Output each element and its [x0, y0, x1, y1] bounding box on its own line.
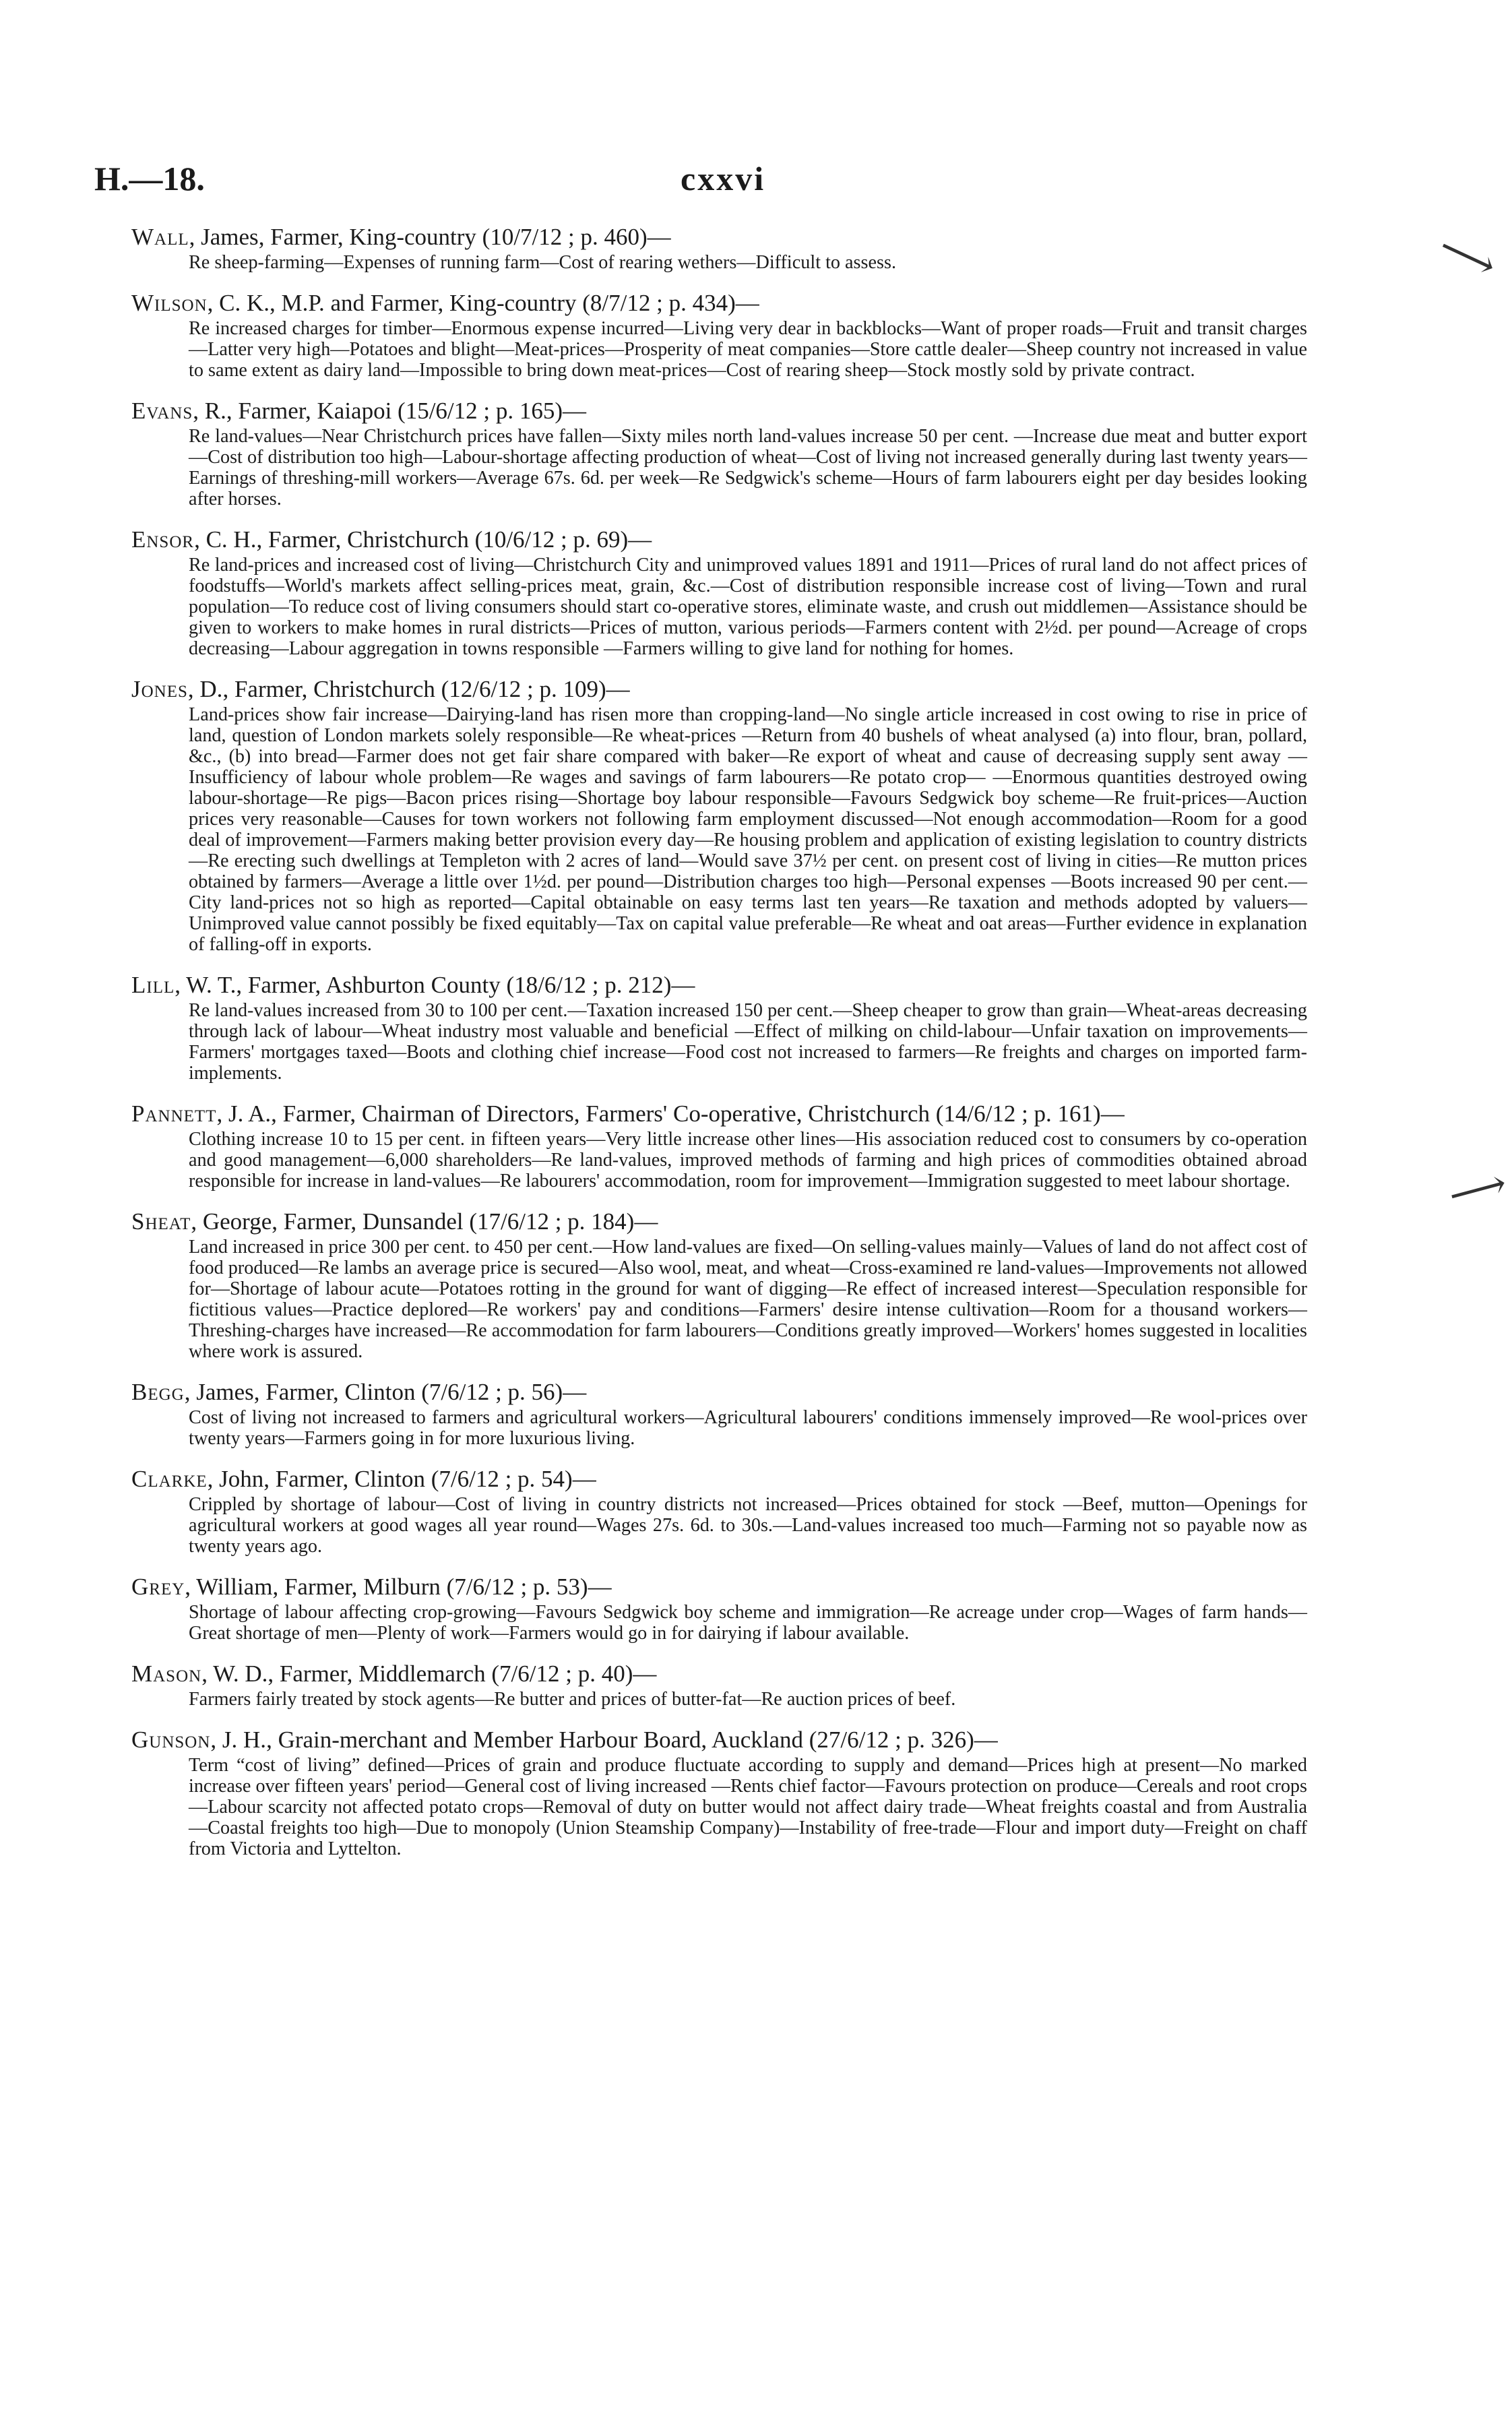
margin-mark-icon: ⟶ [1432, 223, 1503, 289]
witness-details: , M.P. and Farmer, King-country (8/7/12 ; p. 434)— [270, 290, 759, 316]
witness-surname: Begg [131, 1379, 185, 1405]
witness-surname: Ensor [131, 526, 195, 553]
witness-details: , Farmer, Christchurch (10/6/12 ; p. 69)— [256, 526, 652, 553]
witness-heading [131, 525, 1307, 555]
witness-entry [131, 1659, 1307, 1710]
witness-entry [131, 1572, 1307, 1644]
witness-sep: , [187, 676, 200, 702]
witness-details: , Farmer, Clinton (7/6/12 ; p. 54)— [263, 1466, 596, 1492]
witness-surname: Gunson [131, 1727, 211, 1753]
witness-sep: , [201, 1661, 214, 1687]
witness-sep: , [193, 398, 205, 424]
witness-entry [131, 1377, 1307, 1449]
witness-entry [131, 222, 1307, 273]
witness-surname: Clarke [131, 1466, 208, 1492]
witness-given-name: James [196, 1379, 254, 1405]
witness-details: , Farmer, Christchurch (12/6/12 ; p. 109)— [222, 676, 630, 702]
evidence-summary: Shortage of labour affecting crop-growing—Favours Sedgwick boy scheme and immigration—Re acreage under crop—Wages of farm hands—Great shortage of men—Plenty of work—Farmers would go in for dairying if labour available. [189, 1602, 1307, 1644]
evidence-summary: Re increased charges for timber—Enormous expense incurred—Living very dear in backblocks—Want of proper roads—Fruit and transit charges—Latter very high—Potatoes and blight—Meat-prices—Prosperity of meat companies—Store cattle dealer—Sheep country not increased in value to same extent as dairy land—Impossible to bring down meat-prices—Cost of rearing sheep—Stock mostly sold by private contract. [189, 318, 1307, 381]
evidence-summary: Land increased in price 300 per cent. to 450 per cent.—How land-values are fixed—On selling-values mainly—Values of land do not affect cost of food produced—Re lambs an average price is secured—Also wool, meat, and wheat—Cross-examined re land-values—Improvements not allowed for—Shortage of labour acute—Potatoes rotting in the ground for want of digging—Re effect of increased interest—Speculation responsible for fictitious values—Practice deplored—Re workers' pay and conditions—Farmers' desire intense cultivation—Room for a thousand workers—Threshing-charges have increased—Re accommodation for farm labourers—Conditions greatly improved—Workers' homes suggested in localities where work is assured. [189, 1237, 1307, 1362]
witness-surname: Mason [131, 1661, 202, 1687]
witness-heading [131, 1207, 1307, 1237]
witness-given-name: J. A. [228, 1100, 272, 1127]
witness-heading [131, 222, 1307, 252]
witness-entry [131, 1099, 1307, 1191]
witness-details: , Farmer, Milburn (7/6/12 ; p. 53)— [272, 1574, 612, 1600]
witness-heading [131, 1464, 1307, 1494]
evidence-summary: Land-prices show fair increase—Dairying-land has risen more than cropping-land—No single article increased in cost owing to rise in price of land, question of London markets solely responsible—Re wheat-prices —Return from 40 bushels of wheat analysed (a) into flour, bran, pollard, &c., (b) into bread—Farmer does not get fair share compared with baker—Re export of wheat and cause of decreasing supply sent away —Insufficiency of labour whole problem—Re wages and savings of farm labourers—Re potato crop— —Enormous quantities destroyed owing labour-shortage—Re pigs—Bacon prices rising—Shortage boy labour responsible—Favours Sedgwick boy scheme—Re fruit-prices—Auction prices very reasonable—Causes for town workers not following farm employment discussed—Not enough accommodation—Room for a good deal of improvement—Farmers making better provision every day—Re housing problem and application of existing legislation to country districts—Re erecting such dwellings at Templeton with 2 acres of land—Would save 37½ per cent. on present cost of living in cities—Re mutton prices obtained by farmers—Average a little over 1½d. per pound—Distribution charges too high—Personal expenses —Boots increased 90 per cent.—City land-prices not so high as reported—Capital obtainable on easy terms last ten years—Re taxation and methods adopted by valuers—Unimproved value cannot possibly be fixed equitably—Tax on capital value preferable—Re wheat and oat areas—Further evidence in explanation of falling-off in exports. [189, 704, 1307, 955]
witness-details: , Grain-merchant and Member Harbour Board, Auckland (27/6/12 ; p. 326)— [266, 1727, 998, 1753]
evidence-summary: Cost of living not increased to farmers and agricultural workers—Agricultural labourers' conditions immensely improved—Re wool-prices over twenty years—Farmers going in for more luxurious living. [189, 1407, 1307, 1449]
page-reference: H.—18. [94, 160, 205, 197]
witness-sep: , [216, 1100, 228, 1127]
witness-surname: Sheat [131, 1208, 191, 1235]
evidence-summary: Re sheep-farming—Expenses of running farm—Cost of rearing wethers—Difficult to assess. [189, 252, 896, 273]
witness-entry [131, 525, 1307, 659]
witness-surname: Wall [131, 224, 189, 250]
witness-given-name: C. K. [219, 290, 270, 316]
witness-surname: Lill [131, 972, 175, 998]
evidence-summary: Re land-values increased from 30 to 100 per cent.—Taxation increased 150 per cent.—Sheep cheaper to grow than grain—Wheat-areas decreasing through lack of labour—Wheat industry most valuable and beneficial —Effect of milking on child-labour—Unfair taxation on improvements—Farmers' mortgages taxed—Boots and clothing chief increase—Food cost not increased to farmers—Re freights and charges on imported farm-implements. [189, 1000, 1307, 1084]
witness-index-list [131, 222, 1307, 1875]
witness-sep: , [189, 224, 201, 250]
witness-heading [131, 1572, 1307, 1602]
margin-mark-icon: ⟶ [1443, 1160, 1512, 1219]
witness-heading [131, 1377, 1307, 1407]
witness-details: , Farmer, Chairman of Directors, Farmers' Co-operative, Christchurch (14/6/12 ; p. 161)— [271, 1100, 1125, 1127]
evidence-summary: Crippled by shortage of labour—Cost of living in country districts not increased—Prices obtained for stock —Beef, mutton—Openings for agricultural workers at good wages all year round—Wages 27s. 6d. to 30s.—Land-values increased too much—Farming not so payable now as twenty years ago. [189, 1494, 1307, 1557]
witness-sep: , [185, 1574, 197, 1600]
witness-details: , Farmer, Kaiapoi (15/6/12 ; p. 165)— [226, 398, 587, 424]
witness-sep: , [207, 290, 220, 316]
page-header [94, 159, 768, 206]
witness-surname: Wilson [131, 290, 208, 316]
evidence-summary: Re land-prices and increased cost of living—Christchurch City and unimproved values 1891 and 1911—Prices of rural land do not affect prices of foodstuffs—World's markets affect selling-prices meat, grain, &c.—Cost of distribution responsible increase cost of living—Town and rural population—To reduce cost of living consumers should start co-operative stores, eliminate waste, and crush out middlemen—Assistance should be given to workers to make homes in rural districts—Prices of mutton, various periods—Farmers content with 2½d. per pound—Acreage of crops decreasing—Labour aggregation in towns responsible —Farmers willing to give land for nothing for homes. [189, 555, 1307, 659]
witness-details: , Farmer, Ashburton County (18/6/12 ; p. 212)— [236, 972, 695, 998]
witness-surname: Evans [131, 398, 193, 424]
witness-entry [131, 970, 1307, 1084]
witness-sep: , [191, 1208, 203, 1235]
witness-surname: Pannett [131, 1100, 217, 1127]
witness-sep: , [175, 972, 187, 998]
witness-given-name: William [196, 1574, 273, 1600]
witness-given-name: D. [199, 676, 223, 702]
witness-entry [131, 675, 1307, 955]
witness-heading [131, 970, 1307, 1000]
witness-details: , Farmer, King-country (10/7/12 ; p. 460)— [258, 224, 671, 250]
witness-entry [131, 1464, 1307, 1557]
witness-given-name: James [201, 224, 259, 250]
witness-heading [131, 396, 1307, 426]
witness-heading [131, 1725, 1307, 1755]
witness-surname: Grey [131, 1574, 185, 1600]
witness-entry [131, 1725, 1307, 1859]
witness-given-name: R. [204, 398, 226, 424]
witness-given-name: C. H. [206, 526, 257, 553]
evidence-summary: Clothing increase 10 to 15 per cent. in fifteen years—Very little increase other lines—His association reduced cost to consumers by co-operation and good management—6,000 shareholders—Re land-values, improved methods of farming and high prices of commodities obtained abroad responsible for increase in land-values—Re labourers' accommodation, room for improvement—Immigration suggested to meet labour shortage. [189, 1129, 1307, 1191]
witness-sep: , [184, 1379, 197, 1405]
witness-entry [131, 288, 1307, 381]
witness-heading [131, 1659, 1307, 1689]
witness-entry [131, 396, 1307, 509]
witness-details: , Farmer, Middlemarch (7/6/12 ; p. 40)— [267, 1661, 657, 1687]
evidence-summary: Farmers fairly treated by stock agents—Re butter and prices of butter-fat—Re auction prices of beef. [189, 1689, 956, 1710]
witness-details: , Farmer, Dunsandel (17/6/12 ; p. 184)— [272, 1208, 658, 1235]
witness-sep: , [207, 1466, 220, 1492]
evidence-summary: Term “cost of living” defined—Prices of grain and produce fluctuate according to supply and demand—Prices high at present—No marked increase over fifteen years' period—General cost of living increased —Rents chief factor—Favours protection on produce—Cereals and root crops—Labour scarcity not affected potato crops—Removal of duty on butter would not affect dairy trade—Wheat freights coastal and from Australia—Coastal freights too high—Due to monopoly (Union Steamship Company)—Instability of free-trade—Flour and import duty—Freight on chaff from Victoria and Lyttelton. [189, 1755, 1307, 1859]
witness-sep: , [194, 526, 206, 553]
witness-sep: , [210, 1727, 222, 1753]
witness-details: , Farmer, Clinton (7/6/12 ; p. 56)— [253, 1379, 587, 1405]
witness-given-name: John [219, 1466, 264, 1492]
witness-given-name: W. T. [186, 972, 237, 998]
witness-heading [131, 1099, 1307, 1129]
witness-heading [131, 675, 1307, 704]
witness-entry [131, 1207, 1307, 1362]
page-number: cxxvi [681, 160, 766, 197]
evidence-summary: Re land-values—Near Christchurch prices have fallen—Sixty miles north land-values increase 50 per cent. —Increase due meat and butter export—Cost of distribution too high—Labour-shortage affecting production of wheat—Cost of living not increased generally during last twenty years—Earnings of threshing-mill workers—Average 67s. 6d. per week—Re Sedgwick's scheme—Hours of farm labourers eight per day besides looking after horses. [189, 426, 1307, 509]
witness-given-name: W. D. [213, 1661, 268, 1687]
witness-heading [131, 288, 1307, 318]
witness-given-name: George [202, 1208, 272, 1235]
witness-given-name: J. H. [222, 1727, 267, 1753]
witness-surname: Jones [131, 676, 188, 702]
